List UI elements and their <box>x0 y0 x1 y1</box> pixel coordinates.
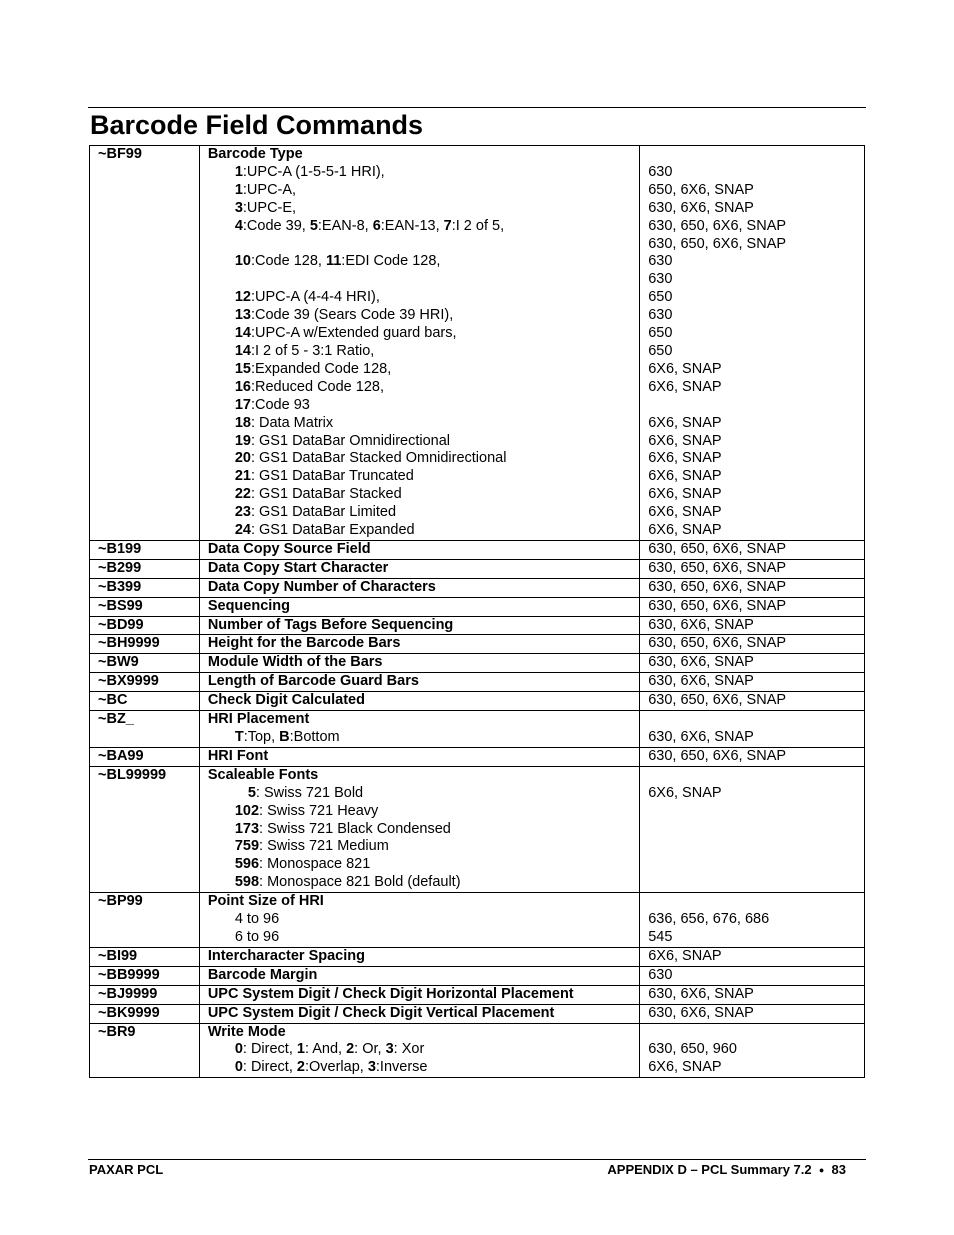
model-line: 6X6, SNAP <box>648 360 722 377</box>
model-line: 6X6, SNAP <box>648 522 722 539</box>
option-code: 173 <box>234 820 260 837</box>
option-code: 17 <box>234 396 251 413</box>
command-models <box>640 966 865 985</box>
table-row <box>90 692 865 711</box>
model-line: 6X6, SNAP <box>648 378 722 395</box>
option-text: : Swiss 721 Bold <box>255 784 364 801</box>
command-code: ~BB9999 <box>90 966 200 985</box>
option-line <box>208 307 635 325</box>
model-line: 6X6, SNAP <box>648 414 722 431</box>
command-models <box>640 616 865 635</box>
command-code: ~BC <box>90 692 200 711</box>
option-code: 14 <box>234 342 251 359</box>
table-row <box>90 747 865 766</box>
option-code: 1 <box>234 163 243 180</box>
option-text: :I 2 of 5, <box>451 217 505 234</box>
option-text: : GS1 DataBar Truncated <box>250 468 414 485</box>
option-text: : GS1 DataBar Expanded <box>250 522 415 539</box>
model-line: 650 <box>648 325 673 342</box>
option-text: :UPC-A w/Extended guard bars, <box>250 325 457 342</box>
option-line <box>208 911 635 929</box>
option-code: 0 <box>234 1059 243 1076</box>
command-code: ~BL99999 <box>90 766 200 892</box>
table-row <box>90 654 865 673</box>
model-line: 630 <box>648 253 673 270</box>
command-models <box>640 747 865 766</box>
option-text: :Overlap, <box>304 1059 368 1076</box>
command-label: Data Copy Start Character <box>207 559 389 576</box>
option-code: 7 <box>443 217 452 234</box>
option-text: :Reduced Code 128, <box>250 378 384 395</box>
model-line <box>648 767 860 785</box>
command-description <box>199 654 639 673</box>
model-line: 630, 6X6, SNAP <box>648 616 754 633</box>
command-label: Data Copy Source Field <box>207 540 371 557</box>
option-line <box>208 821 635 839</box>
command-label: Length of Barcode Guard Bars <box>207 673 419 690</box>
command-models <box>640 1004 865 1023</box>
table-row <box>90 1004 865 1023</box>
command-label: UPC System Digit / Check Digit Horizontal Placement <box>207 985 574 1002</box>
model-line: 630, 650, 6X6, SNAP <box>648 235 787 252</box>
command-code: ~BW9 <box>90 654 200 673</box>
command-code: ~BR9 <box>90 1023 200 1078</box>
option-code: 20 <box>234 450 251 467</box>
command-models <box>640 597 865 616</box>
option-line <box>208 504 635 522</box>
model-line: 630, 6X6, SNAP <box>648 729 754 745</box>
model-line: 630, 650, 6X6, SNAP <box>648 578 787 595</box>
option-text: : Xor <box>393 1041 425 1058</box>
command-label: UPC System Digit / Check Digit Vertical Placement <box>207 1004 555 1021</box>
option-code: 18 <box>234 414 251 431</box>
footer-left: PAXAR PCL <box>89 1162 164 1177</box>
table-row <box>90 673 865 692</box>
command-label: Check Digit Calculated <box>207 692 365 709</box>
model-line <box>648 1024 860 1042</box>
option-code: 6 <box>372 217 381 234</box>
table-row <box>90 985 865 1004</box>
option-code: 13 <box>234 307 251 324</box>
page-title: Barcode Field Commands <box>90 110 424 140</box>
option-code: 23 <box>234 504 251 521</box>
command-code: ~BJ9999 <box>90 985 200 1004</box>
table-row <box>90 578 865 597</box>
command-description <box>199 540 639 559</box>
model-line: 6X6, SNAP <box>648 1059 722 1076</box>
option-text: :UPC-E, <box>242 199 297 216</box>
command-description <box>199 578 639 597</box>
command-models <box>640 985 865 1004</box>
model-line: 630 <box>648 307 673 324</box>
model-line: 630, 6X6, SNAP <box>648 673 754 690</box>
option-line <box>208 433 635 451</box>
option-text: :Code 93 <box>250 396 310 413</box>
command-description <box>199 747 639 766</box>
command-code: ~B299 <box>90 559 200 578</box>
model-line: 650, 6X6, SNAP <box>648 181 754 198</box>
table-row <box>90 947 865 966</box>
table-row <box>90 893 865 948</box>
command-code: ~BD99 <box>90 616 200 635</box>
option-text: :Code 39, <box>242 217 310 234</box>
option-code: 759 <box>234 838 260 855</box>
command-code: ~BK9999 <box>90 1004 200 1023</box>
command-models <box>640 540 865 559</box>
option-line <box>208 271 635 289</box>
command-description <box>199 1023 639 1078</box>
option-line <box>208 397 635 415</box>
command-models <box>640 654 865 673</box>
option-line <box>208 415 635 433</box>
option-line <box>208 1059 635 1077</box>
option-code: 15 <box>234 360 251 377</box>
table-row <box>90 966 865 985</box>
option-code: 1 <box>296 1041 305 1058</box>
option-text: :UPC-A, <box>242 181 297 198</box>
footer-bullet: ● <box>818 1165 825 1175</box>
option-text: : And, <box>304 1041 347 1058</box>
command-models <box>640 578 865 597</box>
option-text: : Or, <box>354 1041 386 1058</box>
command-models <box>640 893 865 948</box>
option-text: : GS1 DataBar Stacked <box>250 486 402 503</box>
option-code: 3 <box>234 199 243 216</box>
command-code: ~BH9999 <box>90 635 200 654</box>
option-code: 24 <box>234 522 251 539</box>
option-line <box>208 253 635 271</box>
model-line: 545 <box>648 928 673 945</box>
command-label: Number of Tags Before Sequencing <box>207 616 454 633</box>
command-code: ~BF99 <box>90 146 200 541</box>
option-line <box>208 486 635 504</box>
model-line: 630, 6X6, SNAP <box>648 199 754 216</box>
model-line: 630, 650, 6X6, SNAP <box>648 692 787 709</box>
model-line: 630, 650, 6X6, SNAP <box>648 559 787 576</box>
option-text: :UPC-A (4-4-4 HRI), <box>250 289 380 306</box>
command-description <box>199 146 639 541</box>
option-text: : Data Matrix <box>250 414 334 431</box>
command-description <box>199 616 639 635</box>
option-text: 4 to 96 <box>234 911 280 928</box>
option-code: 14 <box>234 325 251 342</box>
option-text: :UPC-A (1-5-5-1 HRI), <box>242 163 385 180</box>
option-text: :EAN-13, <box>380 217 444 234</box>
command-code: ~BZ_ <box>90 711 200 748</box>
option-text: : GS1 DataBar Limited <box>250 504 397 521</box>
option-text: : Swiss 721 Heavy <box>259 802 379 819</box>
option-line <box>208 929 635 947</box>
command-code: ~BI99 <box>90 947 200 966</box>
command-description <box>199 1004 639 1023</box>
option-text: : Swiss 721 Medium <box>259 838 389 855</box>
model-line: 630, 650, 6X6, SNAP <box>648 540 787 557</box>
command-code: ~BS99 <box>90 597 200 616</box>
page-number: 83 <box>831 1162 846 1177</box>
footer-rule <box>88 1159 866 1160</box>
command-label: Barcode Margin <box>207 966 318 983</box>
option-text: : Direct, <box>242 1059 297 1076</box>
table-row <box>90 146 865 541</box>
option-text: : Monospace 821 Bold (default) <box>259 874 461 891</box>
model-line: 630, 650, 6X6, SNAP <box>648 747 787 764</box>
option-line <box>208 182 635 200</box>
command-description <box>199 635 639 654</box>
command-code: ~BA99 <box>90 747 200 766</box>
model-line: 630 <box>648 163 673 180</box>
option-line <box>208 468 635 486</box>
table-row <box>90 766 865 892</box>
option-text: :EAN-8, <box>317 217 373 234</box>
command-label: Height for the Barcode Bars <box>207 635 401 652</box>
model-line <box>648 397 860 415</box>
command-description <box>199 966 639 985</box>
command-description <box>199 893 639 948</box>
command-table <box>89 145 865 1078</box>
model-line <box>648 711 860 729</box>
option-line <box>208 522 635 540</box>
option-line <box>208 838 635 856</box>
model-line: 6X6, SNAP <box>648 468 722 485</box>
option-code: B <box>279 729 290 745</box>
table-row <box>90 711 865 748</box>
table-row <box>90 540 865 559</box>
option-code: 3 <box>367 1059 376 1076</box>
command-description <box>199 597 639 616</box>
option-code: 5 <box>309 217 318 234</box>
option-text: :Code 39 (Sears Code 39 HRI), <box>250 307 454 324</box>
option-text: : Monospace 821 <box>259 856 371 873</box>
command-models <box>640 711 865 748</box>
command-code: ~B199 <box>90 540 200 559</box>
command-label: Data Copy Number of Characters <box>207 578 436 595</box>
command-table-body <box>90 146 865 1078</box>
command-label: Scaleable Fonts <box>207 766 319 783</box>
option-line <box>208 729 635 747</box>
model-line: 6X6, SNAP <box>648 486 722 503</box>
table-row <box>90 635 865 654</box>
command-description <box>199 711 639 748</box>
option-line <box>208 200 635 218</box>
option-line <box>208 361 635 379</box>
option-text: 6 to 96 <box>234 928 280 945</box>
option-code: 1 <box>234 181 243 198</box>
command-code: ~B399 <box>90 578 200 597</box>
option-code: 16 <box>234 378 251 395</box>
model-line: 636, 656, 676, 686 <box>648 911 770 928</box>
option-code: 3 <box>385 1041 394 1058</box>
option-code: 21 <box>234 468 251 485</box>
option-text: :EDI Code 128, <box>341 253 441 270</box>
model-line: 6X6, SNAP <box>648 947 722 964</box>
command-description <box>199 947 639 966</box>
option-line <box>208 379 635 397</box>
model-line: 630, 650, 6X6, SNAP <box>648 597 787 614</box>
option-text: :Bottom <box>289 729 340 745</box>
model-line <box>648 893 860 911</box>
option-text: :I 2 of 5 - 3:1 Ratio, <box>250 342 375 359</box>
model-line: 630, 650, 6X6, SNAP <box>648 635 787 652</box>
command-label: Barcode Type <box>207 146 303 162</box>
model-line: 650 <box>648 289 673 306</box>
option-line <box>208 325 635 343</box>
option-line <box>208 1041 635 1059</box>
model-line: 630 <box>648 271 673 288</box>
option-code: 2 <box>346 1041 355 1058</box>
option-line <box>208 450 635 468</box>
command-code: ~BX9999 <box>90 673 200 692</box>
model-line: 630, 650, 6X6, SNAP <box>648 217 787 234</box>
model-line: 630, 6X6, SNAP <box>648 654 754 671</box>
model-line: 6X6, SNAP <box>648 784 722 801</box>
option-code: 10 <box>234 253 251 270</box>
option-text: :Inverse <box>375 1059 428 1076</box>
command-description <box>199 559 639 578</box>
command-description <box>199 673 639 692</box>
option-text: : GS1 DataBar Stacked Omnidirectional <box>250 450 507 467</box>
model-line: 630, 6X6, SNAP <box>648 1004 754 1021</box>
option-code: 5 <box>247 784 256 801</box>
option-code: T <box>234 729 244 745</box>
option-text: :Top, <box>243 729 280 745</box>
option-code: 4 <box>234 217 243 234</box>
model-line: 630, 650, 960 <box>648 1041 737 1058</box>
model-line: 6X6, SNAP <box>648 504 722 521</box>
option-line <box>208 856 635 874</box>
table-row <box>90 597 865 616</box>
command-label: Intercharacter Spacing <box>207 947 365 964</box>
command-label: HRI Font <box>207 747 269 764</box>
model-line: 650 <box>648 342 673 359</box>
option-line <box>208 236 635 254</box>
table-row <box>90 1023 865 1078</box>
option-text: : Direct, <box>242 1041 297 1058</box>
command-models <box>640 947 865 966</box>
model-line <box>648 146 860 164</box>
option-line <box>208 803 635 821</box>
option-text: :Code 128, <box>250 253 326 270</box>
option-line <box>208 343 635 361</box>
footer-right <box>607 1162 846 1177</box>
option-text: : Swiss 721 Black Condensed <box>259 820 451 837</box>
command-label: HRI Placement <box>207 711 310 728</box>
command-models <box>640 146 865 541</box>
option-code: 596 <box>234 856 260 873</box>
option-code: 102 <box>234 802 260 819</box>
model-line: 6X6, SNAP <box>648 432 722 449</box>
command-models <box>640 635 865 654</box>
command-label: Sequencing <box>207 597 291 614</box>
option-code: 19 <box>234 432 251 449</box>
model-line: 630, 6X6, SNAP <box>648 985 754 1002</box>
option-text: :Expanded Code 128, <box>250 360 392 377</box>
model-line: 630 <box>648 966 673 983</box>
option-line <box>208 785 635 803</box>
command-description <box>199 985 639 1004</box>
option-line <box>208 218 635 236</box>
command-label: Write Mode <box>207 1023 286 1040</box>
option-code: 0 <box>234 1041 243 1058</box>
model-line: 6X6, SNAP <box>648 450 722 467</box>
option-code: 2 <box>296 1059 305 1076</box>
option-line <box>208 874 635 892</box>
option-code: 598 <box>234 874 260 891</box>
command-models <box>640 1023 865 1078</box>
header-rule <box>88 107 866 108</box>
footer-section: APPENDIX D – PCL Summary 7.2 <box>607 1162 812 1177</box>
command-description <box>199 692 639 711</box>
command-models <box>640 673 865 692</box>
option-code: 12 <box>234 289 251 306</box>
command-description <box>199 766 639 892</box>
command-models <box>640 692 865 711</box>
table-row <box>90 616 865 635</box>
option-code: 22 <box>234 486 251 503</box>
command-label: Point Size of HRI <box>207 893 324 910</box>
command-models <box>640 559 865 578</box>
option-line <box>208 289 635 307</box>
command-models <box>640 766 865 892</box>
command-code: ~BP99 <box>90 893 200 948</box>
option-text: : GS1 DataBar Omnidirectional <box>250 432 451 449</box>
command-label: Module Width of the Bars <box>207 654 383 671</box>
option-code: 11 <box>325 253 342 270</box>
option-line <box>208 164 635 182</box>
table-row <box>90 559 865 578</box>
